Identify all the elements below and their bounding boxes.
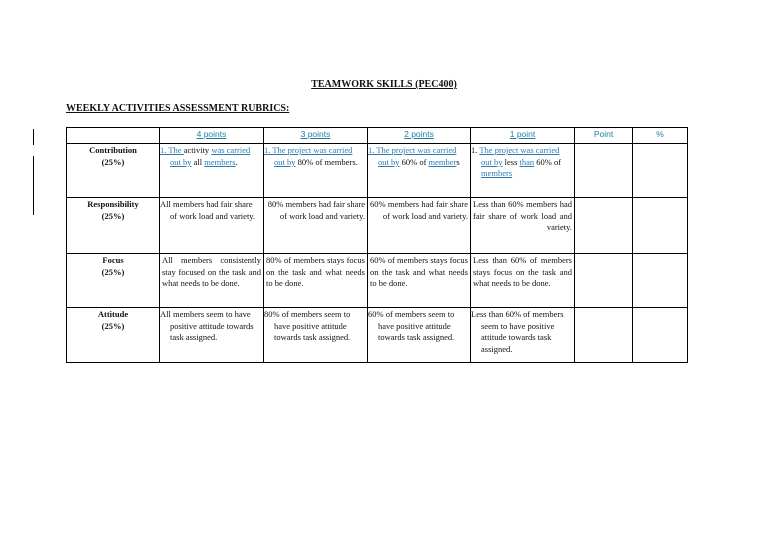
- table-row-responsibility: [67, 198, 688, 254]
- header-4-points-label[interactable]: 4 points: [196, 129, 227, 139]
- header-percent: %: [633, 128, 688, 144]
- rubric-cell: [264, 144, 368, 198]
- percent-cell[interactable]: [633, 144, 688, 198]
- rubric-cell: 80% members had fair share of work load and variety.: [264, 198, 368, 254]
- tracked-change-text[interactable]: 1. The project was carried out by: [368, 145, 457, 167]
- cell-text: activity: [183, 145, 212, 155]
- header-3-points: [264, 128, 368, 144]
- tracked-change-text[interactable]: 1. The project was carried out by: [264, 145, 353, 167]
- rubric-cell: 60% members had fair share of work load and variety.: [368, 198, 471, 254]
- rubric-cell: 80% of members stays focus on the task and what needs to be done.: [264, 254, 368, 308]
- rubric-cell: All members seem to have positive attitude towards task assigned.: [160, 308, 264, 363]
- percent-cell[interactable]: [633, 308, 688, 363]
- header-1-point: [471, 128, 575, 144]
- rubric-cell: [368, 144, 471, 198]
- header-blank: [67, 128, 160, 144]
- rubric-cell: [160, 144, 264, 198]
- rubric-cell: Less than 60% of members stays focus on the task and what needs to be done.: [471, 254, 575, 308]
- rubric-cell: Less than 60% of members seem to have positive attitude towards task assigned.: [471, 308, 575, 363]
- criterion-weight: (25%): [101, 156, 125, 167]
- tracked-change-text[interactable]: The project was carried out by: [479, 145, 560, 167]
- criterion-name: Contribution: [89, 145, 137, 155]
- percent-cell[interactable]: [633, 254, 688, 308]
- cell-text: 60% of: [399, 156, 429, 167]
- table-row-contribution: [67, 144, 688, 198]
- criterion-name: Attitude: [97, 309, 129, 319]
- cell-text: all: [191, 156, 205, 167]
- cell-text: 1.: [471, 145, 480, 155]
- criterion-cell: [67, 198, 160, 254]
- rubric-cell: 80% of members seem to have positive attitude towards task assigned.: [264, 308, 368, 363]
- table-row-attitude: [67, 308, 688, 363]
- header-2-points: [368, 128, 471, 144]
- header-point: Point: [575, 128, 633, 144]
- cell-text: 60% of: [534, 156, 562, 167]
- rubric-cell: [471, 144, 575, 198]
- header-2-points-label[interactable]: 2 points: [404, 129, 434, 139]
- criterion-weight: (25%): [101, 266, 125, 277]
- header-3-points-label[interactable]: 3 points: [300, 129, 331, 139]
- change-bar-short: [33, 129, 34, 145]
- criterion-name: Focus: [102, 255, 124, 265]
- document-title: TEAMWORK SKILLS (PEC400): [311, 79, 457, 90]
- header-4-points: [160, 128, 264, 144]
- point-cell[interactable]: [575, 308, 633, 363]
- tracked-change-text[interactable]: 1. The: [160, 145, 184, 155]
- cell-text: .: [235, 156, 238, 167]
- rubric-cell: Less than 60% members had fair share of work load and variety.: [471, 198, 575, 254]
- document-subtitle: WEEKLY ACTIVITIES ASSESSMENT RUBRICS:: [66, 103, 290, 114]
- point-cell[interactable]: [575, 144, 633, 198]
- criterion-cell: [67, 144, 160, 198]
- criterion-weight: (25%): [101, 320, 125, 331]
- tracked-change-text[interactable]: members: [481, 168, 513, 178]
- cell-text: less: [502, 156, 520, 167]
- rubric-table: [66, 127, 688, 363]
- table-row-focus: [67, 254, 688, 308]
- criterion-weight: (25%): [101, 210, 125, 221]
- criterion-cell: [67, 308, 160, 363]
- point-cell[interactable]: [575, 198, 633, 254]
- point-cell[interactable]: [575, 254, 633, 308]
- tracked-change-text[interactable]: members: [204, 156, 236, 167]
- rubric-cell: 60% of members stays focus on the task and what needs to be done.: [368, 254, 471, 308]
- percent-cell[interactable]: [633, 198, 688, 254]
- change-bar-long: [33, 156, 34, 215]
- table-header-row: [67, 128, 688, 144]
- tracked-change-text[interactable]: was carried out by: [170, 145, 251, 167]
- rubric-cell: 60% of members seem to have positive attitude towards task assigned.: [368, 308, 471, 363]
- cell-text: 80% of members.: [295, 156, 358, 167]
- cell-text: s: [456, 156, 460, 167]
- tracked-change-text[interactable]: member: [428, 156, 457, 167]
- header-1-point-label[interactable]: 1 point: [509, 129, 536, 139]
- tracked-change-text[interactable]: than: [519, 156, 535, 167]
- rubric-cell: All members had fair share of work load and variety.: [160, 198, 264, 254]
- rubric-cell: All members consistently stay focused on the task and what needs to be done.: [160, 254, 264, 308]
- criterion-name: Responsibility: [87, 199, 139, 209]
- criterion-cell: [67, 254, 160, 308]
